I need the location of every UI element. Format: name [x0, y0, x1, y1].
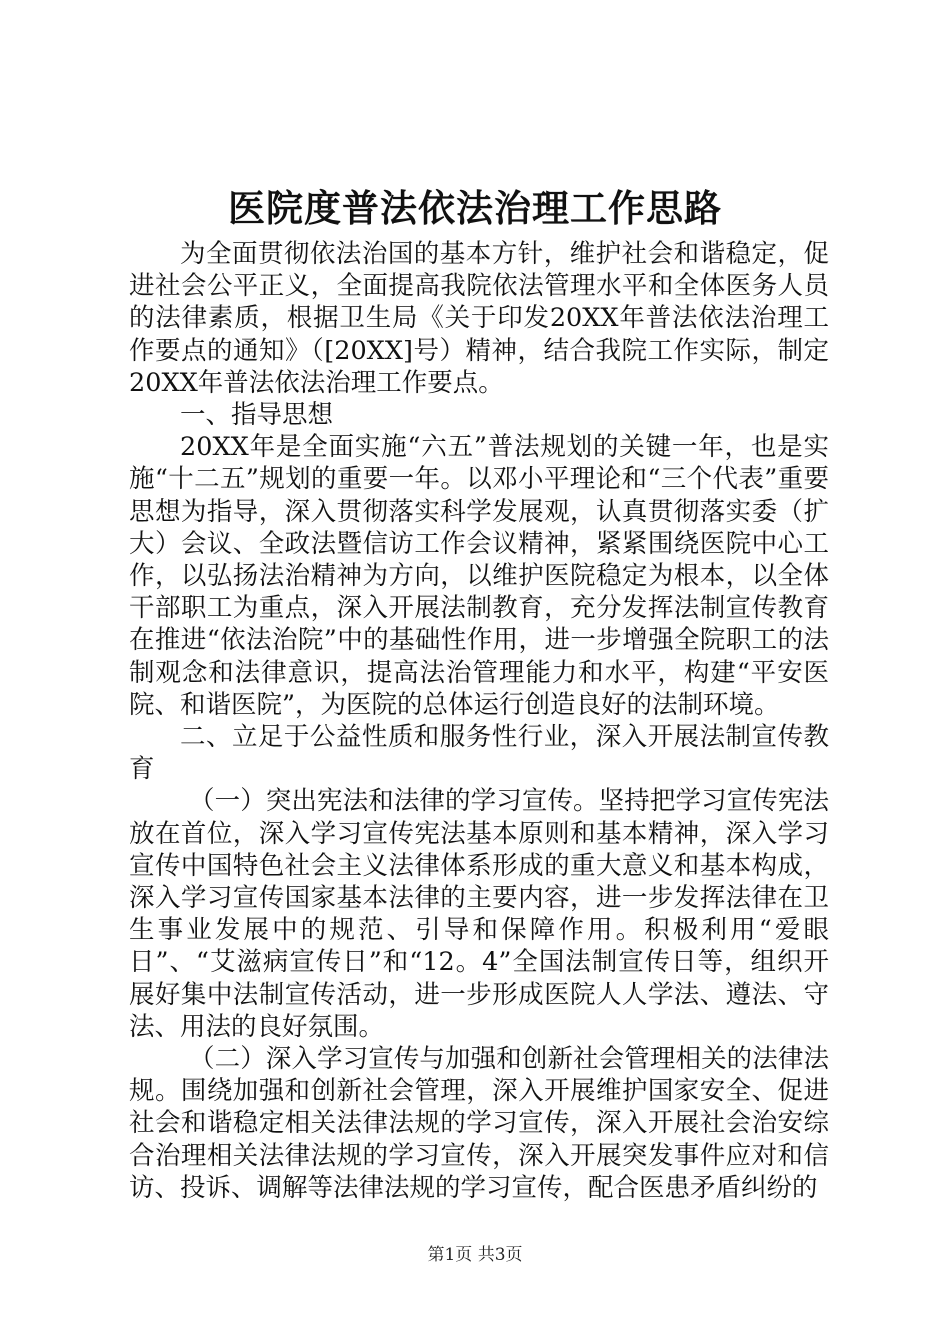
- paragraph-social-management-law: （二）深入学习宣传与加强和创新社会管理相关的法律法规。围绕加强和创新社会管理，深入开展维护国家安全、促进社会和谐稳定相关法律法规的学习宣传，深入开展社会治安综合治理相关法律法规的学习宣传，深入开展突发事件应对和信访、投诉、调解等法律法规的学习宣传，配合医患矛盾纠纷的: [129, 1044, 829, 1203]
- page-number-footer: 第1页 共3页: [427, 1245, 523, 1265]
- document-body: [129, 238, 829, 1204]
- paragraph-constitution-study: （一）突出宪法和法律的学习宣传。坚持把学习宣传宪法放在首位，深入学习宣传宪法基本原则和基本精神，深入学习宣传中国特色社会主义法律体系形成的重大意义和基本构成，深入学习宣传国家基本法律的主要内容，进一步发挥法律在卫生事业发展中的规范、引导和保障作用。积极利用“爱眼日”、“艾滋病宣传日”和“12。4”全国法制宣传日等，组织开展好集中法制宣传活动，进一步形成医院人人学法、遵法、守法、用法的良好氛围。: [129, 786, 829, 1042]
- section-heading-guiding-thought: 一、指导思想: [180, 400, 334, 431]
- paragraph-guiding-thought: 20XX年是全面实施“六五”普法规划的关键一年，也是实施“十二五”规划的重要一年。以邓小平理论和“三个代表”重要思想为指导，深入贯彻落实科学发展观，认真贯彻落实委（扩大）会议、全政法暨信访工作会议精神，紧紧围绕医院中心工作，以弘扬法治精神为方向，以维护医院稳定为根本，以全体干部职工为重点，深入开展法制教育，充分发挥法制宣传教育在推进“依法治院”中的基础性作用，进一步增强全院职工的法制观念和法律意识，提高法治管理能力和水平，构建“平安医院、和谐医院”，为医院的总体运行创造良好的法制环境。: [129, 432, 829, 720]
- section-heading-legal-education: 二、立足于公益性质和服务性行业，深入开展法制宣传教育: [129, 722, 829, 785]
- document-title: 医院度普法依法治理工作思路: [228, 186, 722, 230]
- paragraph-intro: 为全面贯彻依法治国的基本方针，维护社会和谐稳定，促进社会公平正义，全面提高我院依法管理水平和全体医务人员的法律素质，根据卫生局《关于印发20XX年普法依法治理工作要点的通知》（[20XX]号）精神，结合我院工作实际，制定20XX年普法依法治理工作要点。: [129, 239, 829, 398]
